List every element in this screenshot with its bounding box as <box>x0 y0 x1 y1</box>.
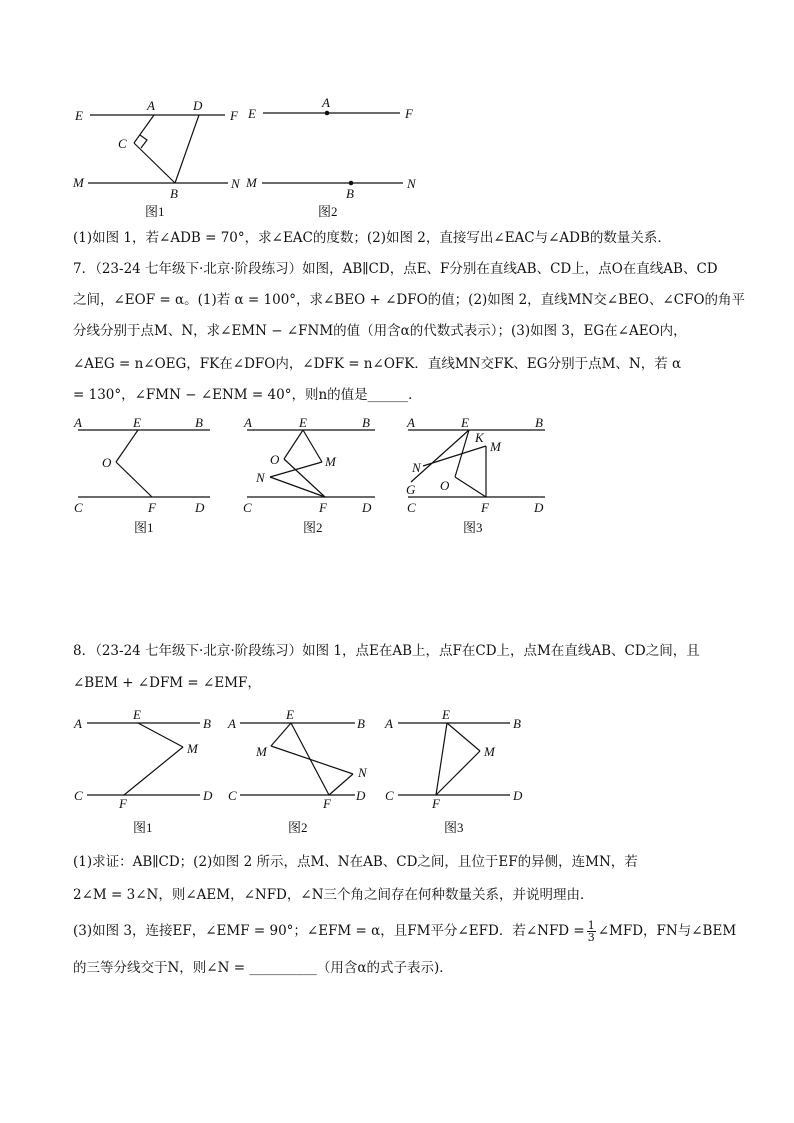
label-G: G <box>406 482 416 497</box>
label-A: A <box>147 98 155 113</box>
label-E: E <box>248 106 256 121</box>
label-A: A <box>74 716 82 731</box>
label-F: F <box>148 500 156 515</box>
label-B: B <box>203 716 211 731</box>
label-N: N <box>256 470 265 485</box>
label-D: D <box>513 788 523 803</box>
label-B: B <box>357 716 365 731</box>
label-E: E <box>133 707 141 722</box>
q7-line-2: 之间，∠EOF = α。(1)若 α = 100°，求∠BEO + ∠DFO的值；(2)如图 2，直线MN交∠BEO、∠CFO的角平 <box>73 292 746 308</box>
figure-caption: 图2 <box>318 204 338 219</box>
label-N: N <box>231 176 240 191</box>
fraction-one-third <box>587 920 596 943</box>
label-E: E <box>133 415 141 430</box>
q8-line-1: 8．（23-24 七年级下·北京·阶段练习）如图 1，点E在AB上，点F在CD上，点M在直线AB、CD之间，且 <box>73 643 700 659</box>
q8-line-3: (1)求证：AB∥CD；(2)如图 2 所示，点M、N在AB、CD之间，且位于EF的异侧，连MN，若 <box>73 854 638 870</box>
q7-line-5: = 130°，∠FMN − ∠ENM = 40°，则n的值是______． <box>73 387 422 403</box>
q7-line-4: ∠AEG = n∠OEG，FK在∠DFO内，∠DFK = n∠OFK．直线MN交FK、EG分别于点M、N，若 α <box>73 356 682 372</box>
label-A: A <box>407 415 415 430</box>
label-M: M <box>490 439 501 454</box>
label-C: C <box>407 500 416 515</box>
label-E: E <box>75 108 83 123</box>
label-E: E <box>442 707 450 722</box>
label-D: D <box>362 500 372 515</box>
label-K: K <box>475 430 484 445</box>
label-D: D <box>195 500 205 515</box>
label-E: E <box>461 415 469 430</box>
label-E: E <box>286 707 294 722</box>
figure-caption: 图2 <box>303 520 323 535</box>
label-A: A <box>244 415 252 430</box>
label-F: F <box>432 796 440 811</box>
figure-caption: 图3 <box>463 520 483 535</box>
q8-line-2: ∠BEM + ∠DFM = ∠EMF， <box>73 675 261 691</box>
label-N: N <box>358 765 367 780</box>
label-D: D <box>203 788 213 803</box>
figure-caption: 图2 <box>288 820 308 835</box>
q8-line-4: 2∠M = 3∠N，则∠AEM，∠NFD，∠N三个角之间存在何种数量关系，并说明理由． <box>73 887 594 903</box>
label-A: A <box>74 415 82 430</box>
label-M: M <box>325 454 336 469</box>
label-B: B <box>170 186 178 201</box>
label-D: D <box>356 788 366 803</box>
label-C: C <box>74 500 83 515</box>
label-C: C <box>243 500 252 515</box>
q7-line-1: 7．（23-24 七年级下·北京·阶段练习）如图，AB∥CD，点E、F分别在直线AB、CD上，点O在直线AB、CD <box>73 261 718 277</box>
label-D: D <box>534 500 544 515</box>
q6-question-text: (1)如图 1，若∠ADB = 70°，求∠EAC的度数；(2)如图 2，直接写出∠EAC与∠ADB的数量关系． <box>73 230 671 246</box>
label-F: F <box>230 108 238 123</box>
figure-caption: 图1 <box>133 820 153 835</box>
label-A: A <box>228 716 236 731</box>
label-F: F <box>319 500 327 515</box>
label-O: O <box>270 452 280 467</box>
label-M: M <box>256 744 267 759</box>
label-B: B <box>346 186 354 201</box>
label-N: N <box>412 460 421 475</box>
label-M: M <box>484 744 495 759</box>
figure-caption: 图3 <box>444 820 464 835</box>
q7-line-3: 分线分别于点M、N，求∠EMN − ∠FNM的值（用含α的代数式表示）；(3)如图 3，EG在∠AEO内， <box>73 323 687 339</box>
q8-line-5-part-b: ∠MFD，FN与∠BEM <box>597 923 737 939</box>
figure-caption: 图1 <box>145 204 165 219</box>
label-B: B <box>362 415 370 430</box>
label-C: C <box>74 788 83 803</box>
q8-line-5 <box>73 920 736 943</box>
fraction-numerator: 1 <box>587 919 595 932</box>
label-F: F <box>481 500 489 515</box>
label-B: B <box>195 415 203 430</box>
label-F: F <box>405 106 413 121</box>
label-N: N <box>407 176 416 191</box>
q8-line-6: 的三等分线交于N，则∠N = __________（用含α的式子表示)． <box>73 960 453 976</box>
fraction-denominator: 3 <box>587 931 595 944</box>
label-F: F <box>323 796 331 811</box>
label-A: A <box>322 95 330 110</box>
label-C: C <box>228 788 237 803</box>
label-O: O <box>102 455 112 470</box>
label-E: E <box>299 415 307 430</box>
label-B: B <box>513 716 521 731</box>
label-C: C <box>118 136 127 151</box>
label-B: B <box>535 415 543 430</box>
label-F: F <box>119 796 127 811</box>
label-M: M <box>187 741 198 756</box>
label-M: M <box>73 175 84 190</box>
figure-caption: 图1 <box>134 520 154 535</box>
label-M: M <box>246 175 257 190</box>
label-O: O <box>440 478 450 493</box>
label-C: C <box>385 788 394 803</box>
label-D: D <box>193 98 203 113</box>
label-A: A <box>385 716 393 731</box>
q8-line-5-part-a: (3)如图 3，连接EF，∠EMF = 90°；∠EFM = α，且FM平分∠EFD．若∠NFD = <box>73 923 585 939</box>
